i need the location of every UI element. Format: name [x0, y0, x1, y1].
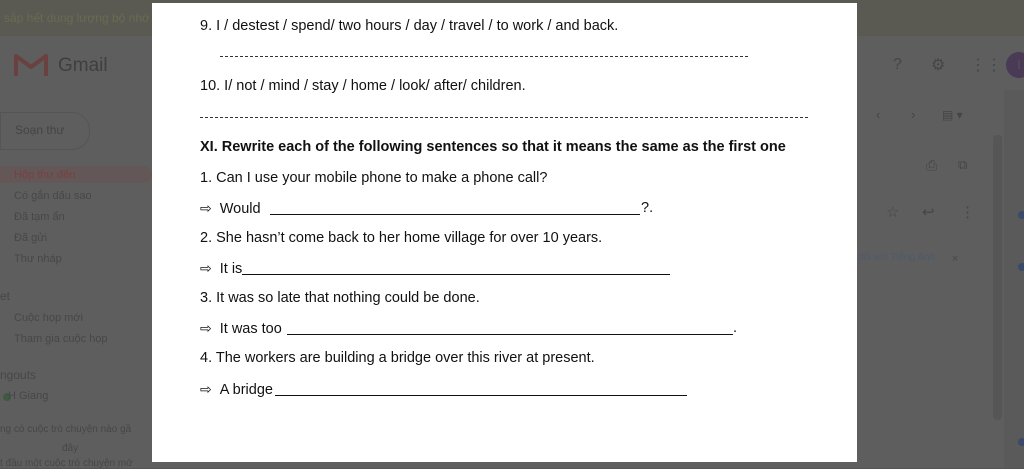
label-tag[interactable]: đối với Tiếng Anh [858, 252, 936, 263]
hangouts-user[interactable]: H Giang [8, 390, 49, 402]
rewrite-question-2: 2. She hasn’t come back to her home village for over 10 years. [200, 230, 603, 246]
meet-new-meeting[interactable]: Cuộc họp mới [14, 312, 83, 324]
app-name: Gmail [58, 55, 108, 76]
keyboard-icon[interactable]: ▤ ▾ [942, 108, 963, 122]
answer-line-4 [275, 395, 687, 396]
rewrite-question-4: 4. The workers are building a bridge over this river at present. [200, 350, 595, 366]
chevron-left-icon[interactable]: ‹ [876, 107, 881, 122]
hangouts-empty-text-3[interactable]: t đầu một cuộc trò chuyện mớ [0, 458, 133, 469]
meet-section-title: et [0, 289, 11, 303]
compose-label: Soạn thư [15, 123, 65, 137]
tasks-icon[interactable] [1018, 438, 1024, 446]
section-title: XI. Rewrite each of the following sentences so that it means the same as the first one [200, 139, 786, 155]
arrow-icon: ⇨ [200, 200, 212, 216]
print-icon[interactable]: ⎙ [926, 157, 938, 173]
hangouts-empty-text-2: đây [62, 443, 79, 454]
answer-start-2: It is [219, 261, 243, 277]
answer-dashed-line-9 [220, 56, 748, 57]
answer-line-3 [287, 334, 733, 335]
question-10: 10. I/ not / mind / stay / home / look/ after/ children. [200, 78, 526, 94]
answer-line-1 [270, 214, 640, 215]
sidebar-item-snoozed[interactable]: Đã tạm ẩn [14, 211, 65, 223]
rewrite-answer-4 [200, 381, 273, 398]
answer-start-3: It was too [219, 321, 282, 337]
gear-icon[interactable]: ⚙ [931, 57, 946, 74]
reply-icon[interactable]: ↩ [922, 204, 935, 221]
answer-dashed-line-10 [200, 117, 808, 118]
keep-icon[interactable] [1018, 263, 1024, 271]
rewrite-question-3: 3. It was so late that nothing could be done. [200, 290, 480, 306]
answer-line-2 [242, 274, 670, 275]
star-icon[interactable]: ☆ [886, 204, 900, 221]
sidebar-item-inbox[interactable]: Hộp thư đến [14, 169, 76, 181]
rewrite-question-1: 1. Can I use your mobile phone to make a phone call? [200, 170, 548, 186]
arrow-icon: ⇨ [200, 260, 212, 276]
apps-grid-icon[interactable]: ⋮⋮ [970, 57, 1002, 74]
sidebar-item-starred[interactable]: Có gắn dấu sao [14, 190, 92, 202]
tag-close-icon[interactable]: × [952, 253, 959, 265]
answer-start-1: Would [219, 201, 261, 217]
meet-join-meeting[interactable]: Tham gia cuộc họp [14, 333, 108, 345]
avatar[interactable]: I [1006, 52, 1024, 78]
arrow-icon: ⇨ [200, 320, 212, 336]
help-icon[interactable]: ? [893, 56, 902, 73]
sidebar-item-sent[interactable]: Đã gửi [14, 232, 48, 244]
storage-warning-text: sắp hết dung lượng bộ nhớ [4, 11, 150, 25]
calendar-icon[interactable] [1018, 211, 1024, 219]
answer-start-4: A bridge [219, 382, 273, 398]
chevron-right-icon[interactable]: › [911, 107, 916, 122]
answer-end-1: ?. [641, 200, 654, 216]
rewrite-answer-2 [200, 260, 242, 277]
worksheet-image [152, 3, 857, 462]
rewrite-answer-3 [200, 320, 282, 337]
rewrite-answer-1 [200, 200, 261, 217]
scrollbar[interactable] [993, 135, 1002, 420]
gmail-logo-icon [14, 52, 48, 78]
arrow-icon: ⇨ [200, 381, 212, 397]
hangouts-section-title: ngouts [0, 368, 37, 382]
compose-button[interactable] [0, 112, 90, 150]
open-new-icon[interactable]: ⧉ [958, 157, 968, 172]
more-vert-icon[interactable]: ⋮ [960, 204, 975, 221]
answer-end-3: . [733, 320, 738, 336]
question-9: 9. I / destest / spend/ two hours / day / travel / to work / and back. [200, 18, 619, 34]
side-panel-strip [1004, 90, 1024, 468]
sidebar-item-drafts[interactable]: Thư nháp [14, 253, 62, 265]
hangouts-empty-text-1: ng có cuộc trò chuyện nào gầ [0, 424, 132, 435]
